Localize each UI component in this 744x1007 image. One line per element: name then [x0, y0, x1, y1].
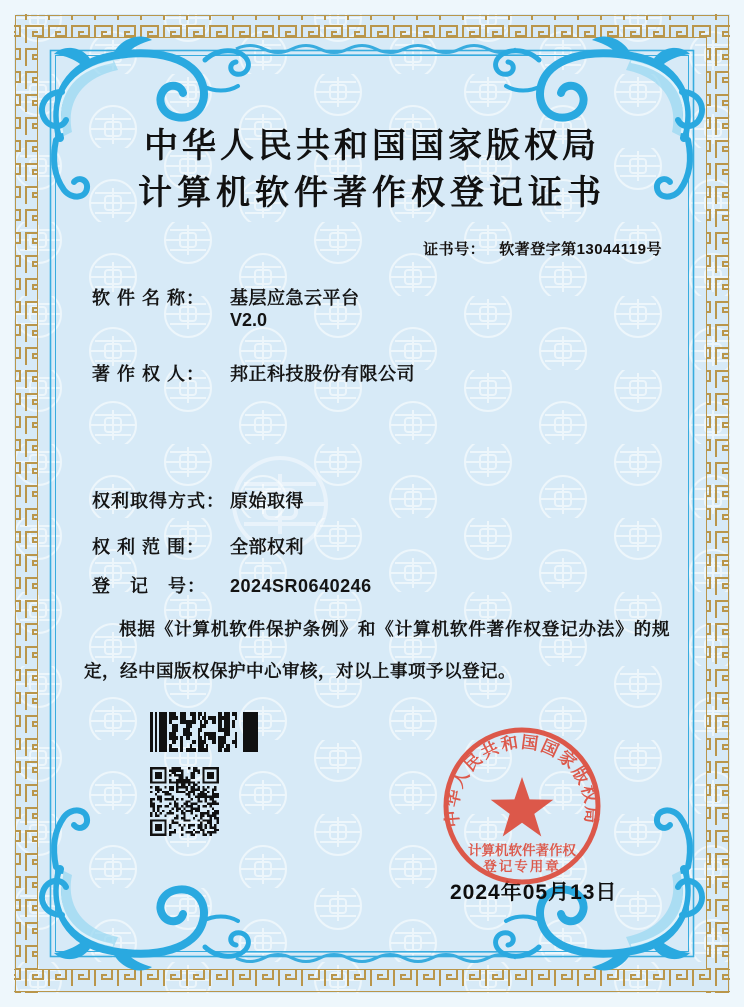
field-rights-scope [92, 533, 304, 559]
certificate-title: 计算机软件著作权登记证书 [138, 175, 606, 212]
field-value: 基层应急云平台 [230, 288, 360, 308]
certificate-number-label: 证书号： [423, 241, 486, 258]
field-label: 著 作 权 人： [92, 364, 206, 384]
field-value: 原始取得 [230, 491, 304, 511]
field-value: 2024SR0640246 [230, 576, 372, 596]
official-seal [437, 721, 607, 891]
certificate-number-value: 软著登字第13044119号 [499, 241, 662, 258]
seal-ring-text: 中华人民共和国国家版权局 [442, 732, 602, 829]
field-label: 权 利 范 围： [92, 537, 206, 557]
field-label: 软 件 名 称： [92, 288, 206, 308]
field-label: 权利取得方式： [92, 491, 225, 511]
field-software-name [92, 284, 360, 310]
seal-subtitle-line1: 计算机软件著作权 [468, 843, 576, 858]
barcode-graphic [150, 712, 258, 752]
field-value: 全部权利 [230, 537, 304, 557]
seal-subtitle-line2: 登记专用章 [483, 859, 561, 874]
field-label: 登 记 号： [92, 576, 206, 596]
field-copyright-owner [92, 360, 415, 386]
red-star-icon [491, 777, 554, 837]
certificate-number [423, 238, 662, 259]
field-registration-number [92, 572, 372, 598]
registration-date: 2024年05月13日 [450, 881, 618, 904]
authority-title: 中华人民共和国国家版权局 [144, 128, 600, 165]
field-value: 邦正科技股份有限公司 [230, 364, 415, 384]
qr-code-graphic [150, 767, 219, 836]
field-acquisition-method [92, 487, 304, 513]
registration-statement: 根据《计算机软件保护条例》和《计算机软件著作权登记办法》的规定，经中国版权保护中心审核，对以上事项予以登记。 [84, 619, 670, 682]
software-version: V2.0 [230, 310, 268, 330]
